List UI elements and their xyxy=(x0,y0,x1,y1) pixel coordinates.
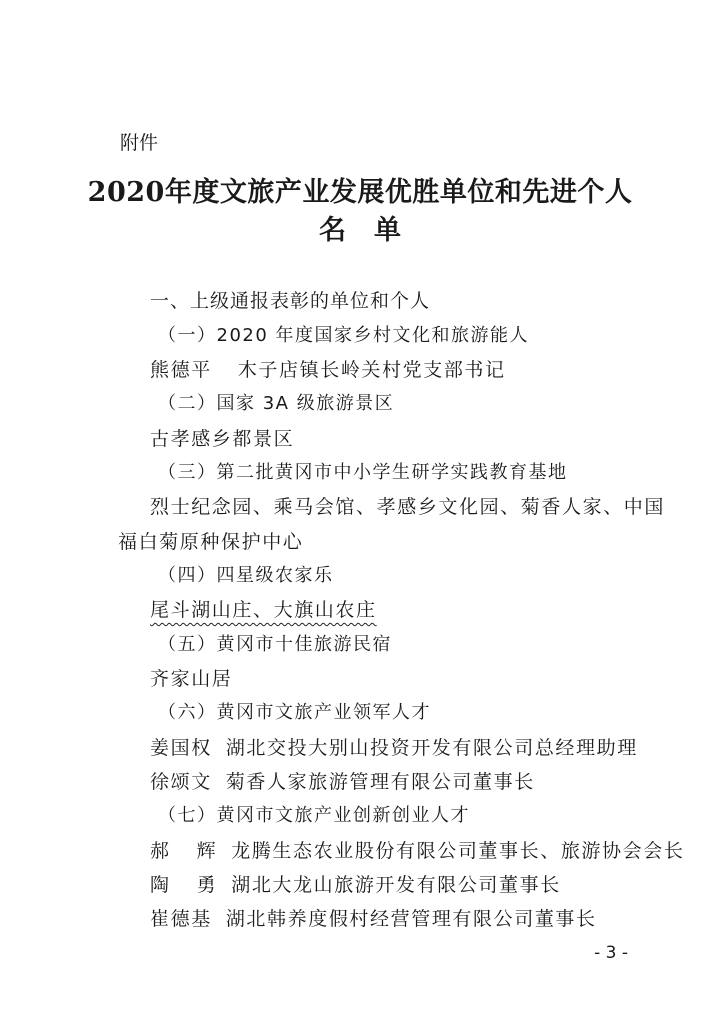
subheading-2: （二）国家 3A 级旅游景区 xyxy=(158,393,395,414)
person-role: 木子店镇长岭关村党支部书记 xyxy=(237,359,506,381)
subheading-4: （四）四星级农家乐 xyxy=(158,565,334,586)
person-name-last: 勇 xyxy=(196,874,218,896)
person-name: 熊德平 xyxy=(150,359,212,381)
title-line-1: 2020年度文旅产业发展优胜单位和先进个人 xyxy=(87,177,633,208)
person-name-first: 郝 xyxy=(150,840,171,862)
person-name: 崔德基 xyxy=(150,908,212,930)
scenic-area: 古孝感乡都景区 xyxy=(150,428,295,450)
person-role: 湖北大龙山旅游开发有限公司董事长 xyxy=(231,874,561,896)
person-row-2 xyxy=(150,733,638,760)
subheading-3: （三）第二批黄冈市中小学生研学实践教育基地 xyxy=(158,462,568,483)
person-name-last: 辉 xyxy=(196,840,218,862)
person-role: 湖北交投大别山投资开发有限公司总经理助理 xyxy=(225,737,638,759)
subheading-7: （七）黄冈市文旅产业创新创业人才 xyxy=(158,805,470,826)
attachment-label: 附件 xyxy=(120,132,159,154)
person-row-1 xyxy=(150,355,506,382)
person-role: 龙腾生态农业股份有限公司董事长、旅游协会会长 xyxy=(231,840,685,862)
page-number: - 3 - xyxy=(594,943,628,963)
farms-line xyxy=(150,595,377,622)
person-row-5 xyxy=(150,870,561,897)
person-name: 姜国权 xyxy=(150,737,212,759)
subheading-6: （六）黄冈市文旅产业领军人才 xyxy=(158,702,431,723)
inn-name: 齐家山居 xyxy=(150,668,233,690)
person-row-6 xyxy=(150,904,597,931)
person-role: 湖北韩养度假村经营管理有限公司董事长 xyxy=(225,908,597,930)
subheading-5: （五）黄冈市十佳旅游民宿 xyxy=(158,634,392,655)
person-row-3 xyxy=(150,767,535,794)
subheading-1: （一）2020 年度国家乡村文化和旅游能人 xyxy=(158,325,530,346)
person-name-first: 陶 xyxy=(150,874,171,896)
person-name: 徐颂文 xyxy=(150,771,212,793)
farms-underlined: 尾斗湖山庄、大旗山农庄 xyxy=(150,599,377,621)
title-line-2: 名单 xyxy=(319,215,429,246)
section-heading: 一、上级通报表彰的单位和个人 xyxy=(150,290,431,312)
person-role: 菊香人家旅游管理有限公司董事长 xyxy=(225,771,535,793)
bases-line-1: 烈士纪念园、乘马会馆、孝感乡文化园、菊香人家、中国 xyxy=(150,496,666,518)
bases-line-2: 福白菊原种保护中心 xyxy=(118,531,304,553)
person-row-4 xyxy=(150,836,684,863)
